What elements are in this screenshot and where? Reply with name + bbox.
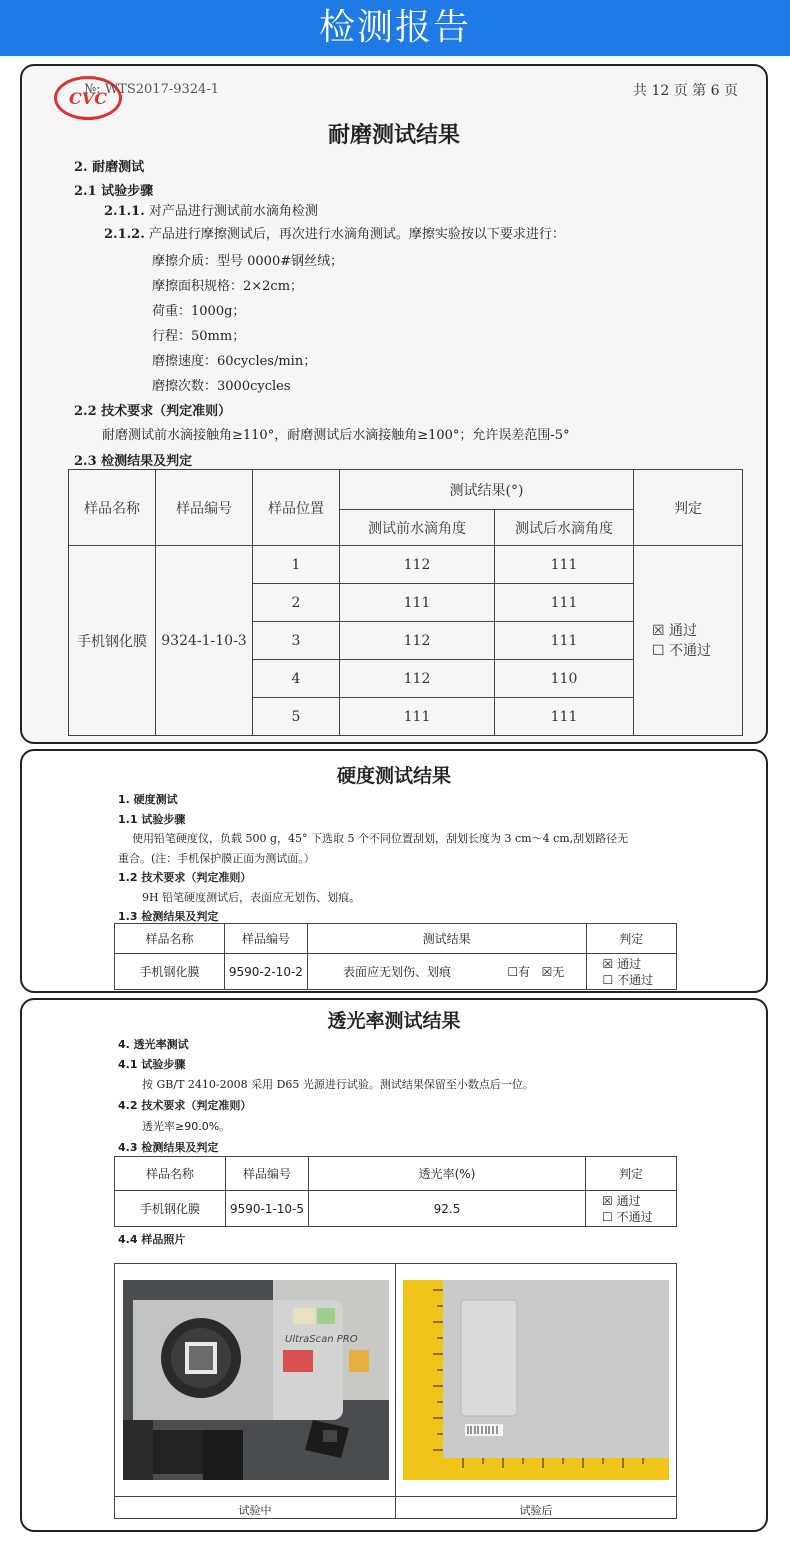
transmittance-section-4-3: 4.3 检测结果及判定 <box>118 1141 219 1154</box>
sample-photo-table <box>114 1263 677 1519</box>
abrasion-title: 耐磨测试结果 <box>327 122 460 148</box>
transmittance-step: 按 GB/T 2410-2008 采用 D65 光源进行试验。测试结果保留至小数点后一位。 <box>142 1078 534 1091</box>
hardness-section-1-3: 1.3 检测结果及判定 <box>118 910 219 923</box>
cell-sample-name: 手机钢化膜 <box>115 1191 226 1227</box>
step-2-1-1-number: 2.1.1. <box>104 204 145 219</box>
transmittance-report-panel <box>20 998 768 1532</box>
hardness-section-1-2: 1.2 技术要求（判定准则） <box>118 871 252 884</box>
transmittance-requirement: 透光率≥90.0%。 <box>142 1120 231 1133</box>
document-number: №: WTS2017-9324-1 <box>84 82 219 97</box>
header-after-angle: 测试后水滴角度 <box>495 510 634 546</box>
header-before-angle: 测试前水滴角度 <box>340 510 495 546</box>
cell-after: 111 <box>495 584 634 622</box>
hardness-title: 硬度测试结果 <box>336 765 451 787</box>
header-test-result: 测试结果(°) <box>340 470 634 510</box>
cell-position: 4 <box>253 660 340 698</box>
transmittance-section-4-2: 4.2 技术要求（判定准则） <box>118 1099 252 1112</box>
section-2-1-heading: 2.1 试验步骤 <box>74 184 154 199</box>
param-load: 荷重：1000g； <box>152 304 246 319</box>
step-2-1-2-number: 2.1.2. <box>104 227 145 242</box>
cell-verdict <box>634 546 743 736</box>
header-sample-position: 样品位置 <box>253 470 340 546</box>
caption-divider <box>115 1496 676 1497</box>
cell-verdict <box>586 954 676 990</box>
photo-divider <box>395 1264 396 1518</box>
header-test-result: 测试结果 <box>307 924 586 954</box>
transmittance-section-4: 4. 透光率测试 <box>118 1038 189 1051</box>
caption-after-test: 试验后 <box>519 1504 553 1517</box>
hardness-results-table <box>114 923 677 990</box>
cell-before: 112 <box>340 546 495 584</box>
cell-result-options <box>486 954 586 990</box>
header-sample-id: 样品编号 <box>225 924 308 954</box>
transmittance-title: 透光率测试结果 <box>327 1010 461 1032</box>
abrasion-results-table <box>68 469 743 736</box>
caption-during-test: 试验中 <box>238 1504 272 1517</box>
verdict-pass-checkbox: ☒ 通过 <box>602 956 642 971</box>
param-speed: 磨擦速度：60cycles/min； <box>152 354 317 369</box>
cell-before: 112 <box>340 660 495 698</box>
transmittance-section-4-1: 4.1 试验步骤 <box>118 1058 186 1071</box>
verdict-pass-checkbox: ☒ 通过 <box>602 1193 641 1208</box>
cell-after: 111 <box>495 546 634 584</box>
hardness-report-panel <box>20 749 768 993</box>
section-2-heading: 2. 耐磨测试 <box>74 160 145 175</box>
abrasion-report-panel <box>20 64 768 744</box>
hardness-step-line-2: 重合。(注：手机保护膜正面为测试面。） <box>118 852 315 865</box>
page-info: 共 12 页 第 6 页 <box>633 83 738 99</box>
verdict-fail-checkbox: ☐ 不通过 <box>602 972 654 987</box>
machine-brand-label: UltraScan PRO <box>285 1334 358 1345</box>
hardness-section-1: 1. 硬度测试 <box>118 793 178 806</box>
header-sample-id: 样品编号 <box>156 470 253 546</box>
param-area: 摩擦面积规格：2×2cm； <box>152 279 304 294</box>
testing-in-progress-photo <box>123 1280 389 1480</box>
cell-before: 111 <box>340 584 495 622</box>
cell-after: 110 <box>495 660 634 698</box>
verdict-fail-checkbox: ☐ 不通过 <box>602 1209 653 1224</box>
option-yes-checkbox: ☐有 <box>507 965 531 979</box>
header-sample-id: 样品编号 <box>226 1157 309 1191</box>
cell-result-text: 表面应无划伤、划痕 <box>307 954 486 990</box>
option-no-checkbox: ☒无 <box>541 965 565 979</box>
cell-sample-name: 手机钢化膜 <box>69 546 156 736</box>
transmittance-section-4-4: 4.4 样品照片 <box>118 1233 186 1246</box>
hardness-section-1-1: 1.1 试验步骤 <box>118 813 186 826</box>
param-medium: 摩擦介质：型号 0000#钢丝绒； <box>152 254 344 269</box>
cell-transmittance-value: 92.5 <box>309 1191 586 1227</box>
cell-position: 5 <box>253 698 340 736</box>
report-banner: 检测报告 <box>0 0 790 56</box>
step-2-1-1-text: 对产品进行测试前水滴角检测 <box>148 204 318 219</box>
transmittance-results-table <box>114 1156 677 1227</box>
header-sample-name: 样品名称 <box>115 924 225 954</box>
header-verdict: 判定 <box>586 1157 677 1191</box>
hardness-requirement: 9H 铅笔硬度测试后，表面应无划伤、划痕。 <box>142 891 361 904</box>
cell-sample-id: 9590-1-10-5 <box>226 1191 309 1227</box>
header-transmittance: 透光率(%) <box>309 1157 586 1191</box>
after-test-sample-photo <box>403 1280 669 1480</box>
cell-sample-id: 9324-1-10-3 <box>156 546 253 736</box>
section-2-3-heading: 2.3 检测结果及判定 <box>74 454 193 469</box>
cell-verdict <box>586 1191 677 1227</box>
header-sample-name: 样品名称 <box>115 1157 226 1191</box>
param-cycles: 磨擦次数：3000cycles <box>152 379 291 394</box>
verdict-fail-checkbox: ☐ 不通过 <box>652 642 712 659</box>
cell-position: 1 <box>253 546 340 584</box>
cell-position: 3 <box>253 622 340 660</box>
header-verdict: 判定 <box>634 470 743 546</box>
cvc-logo: CVC <box>54 76 122 120</box>
cell-before: 112 <box>340 622 495 660</box>
cell-position: 2 <box>253 584 340 622</box>
hardness-step-line-1: 使用铅笔硬度仪，负载 500 g，45° 下选取 5 个不同位置刮划，刮划长度为 3 cm～4 cm,刮划路径无 <box>132 832 629 845</box>
step-2-1-2-text: 产品进行摩擦测试后，再次进行水滴角测试。摩擦实验按以下要求进行： <box>148 227 565 242</box>
verdict-pass-checkbox: ☒ 通过 <box>652 622 698 639</box>
cell-before: 111 <box>340 698 495 736</box>
header-verdict: 判定 <box>586 924 676 954</box>
param-stroke: 行程：50mm； <box>152 329 246 344</box>
cell-sample-name: 手机钢化膜 <box>115 954 225 990</box>
cell-after: 111 <box>495 622 634 660</box>
header-sample-name: 样品名称 <box>69 470 156 546</box>
section-2-2-heading: 2.2 技术要求（判定准则） <box>74 404 232 419</box>
abrasion-requirement: 耐磨测试前水滴接触角≥110°，耐磨测试后水滴接触角≥100°；允许误差范围-5° <box>102 428 570 443</box>
cell-sample-id: 9590-2-10-2 <box>225 954 308 990</box>
cell-after: 111 <box>495 698 634 736</box>
